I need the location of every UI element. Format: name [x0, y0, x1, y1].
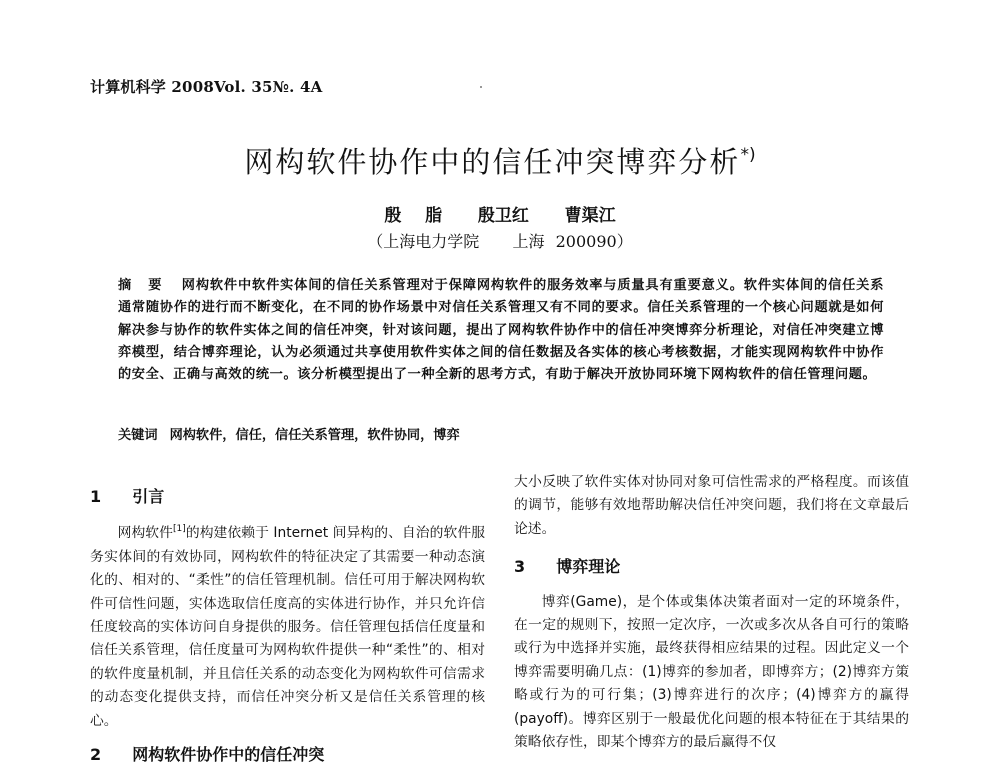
right-column: [514, 471, 909, 754]
citation-ref: [1]: [173, 524, 186, 535]
intro-text-rest: 的构建依赖于 Internet 间异构的、自治的软件服务实体间的有效协同，网构软件的特征决定了其需要一种动态演化的、相对的、“柔性”的信任管理机制。信任可用于解决网构软件可信性问题，实体选取信任度高的实体进行协作，并只允许信任度较高的实体访问自身提供的服务。信任管理包括信任度量和信任关系管理，信任度量可为网构软件提供一种“柔性”的、相对的软件度量机制，并且信任关系的动态变化为网构软件可信需求的动态变化提供支持，而信任冲突分析又是信任关系管理的核心。: [90, 525, 486, 729]
affiliation: （上海电力学院 上海 200090）: [367, 232, 633, 251]
journal-header: 计算机科学 2008Vol. 35№. 4A: [90, 78, 323, 96]
section-heading-intro: 1 引言: [90, 487, 165, 506]
section-heading-trust-conflict: 2 网构软件协作中的信任冲突: [90, 745, 325, 765]
continued-paragraph: 大小反映了软件实体对协同对象可信性需求的严格程度。而该值的调节，能够有效地帮助解决信任冲突问题，我们将在文章最后论述。: [514, 474, 909, 537]
abstract-text: 网构软件中软件实体间的信任关系管理对于保障网构软件的服务效率与质量具有重要意义。软件实体间的信任关系通常随协作的进行而不断变化，在不同的协作场景中对信任关系管理又有不同的要求。信任关系管理的一个核心问题就是如何解决参与协作的软件实体之间的信任冲突，针对该问题，提出了网构软件协作中的信任冲突博弈分析理论，对信任冲突建立博弈模型，结合博弈理论，认为必须通过共享使用软件实体之间的信任数据及各实体的核心考核数据，才能实现网构软件中协作的安全、正确与高效的统一。该分析模型提出了一种全新的思考方式，有助于解决开放协同环境下网构软件的信任管理问题。: [118, 278, 885, 383]
keywords-text: 网构软件，信任，信任关系管理，软件协同，博弈: [169, 428, 460, 443]
author-list: 殷 脂 殷卫红 曹渠江: [384, 206, 616, 226]
paper-title-text: 网构软件协作中的信任冲突博弈分析: [244, 145, 741, 179]
intro-paragraph: [90, 518, 485, 733]
keywords-label: 关键词: [118, 428, 158, 443]
abstract-label: 摘 要: [118, 278, 168, 293]
game-theory-paragraph: 博弈(Game)，是个体或集体决策者面对一定的环境条件，在一定的规则下，按照一定次序，一次或多次从各自可行的策略或行为中选择并实施，最终获得相应结果的过程。因此定义一个博弈需要明确几点：(1)博弈的参加者，即博弈方；(2)博弈方策略或行为的可行集；(3)博弈进行的次序；(4)博弈方的赢得(payoff)。博弈区别于一般最优化问题的根本特征在于其结果的策略依存性，即某个博弈方的最后赢得不仅: [514, 593, 909, 751]
keywords: [118, 425, 884, 447]
paper-title: [0, 140, 1000, 181]
section-heading-game-theory: 3 博弈理论: [514, 557, 621, 577]
title-footnote-mark: *): [740, 145, 756, 165]
intro-text-start: 网构软件: [117, 525, 174, 542]
left-column: [90, 471, 485, 766]
scan-artifact: [480, 86, 482, 88]
abstract: [118, 275, 884, 386]
